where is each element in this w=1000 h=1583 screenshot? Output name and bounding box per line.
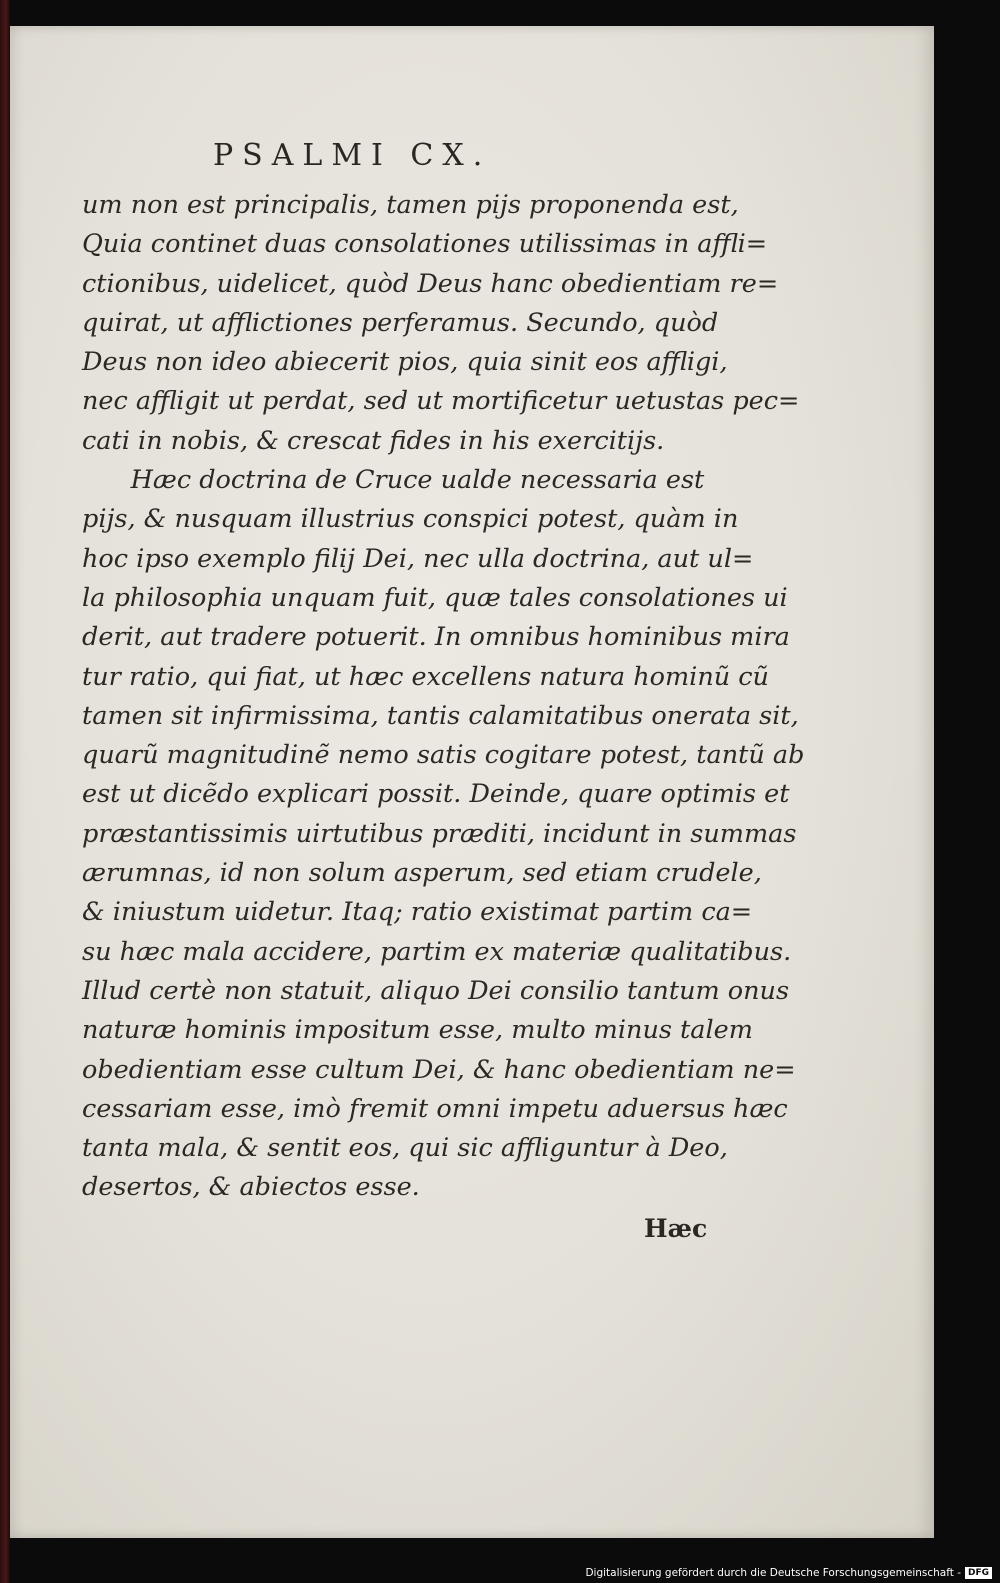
text-line: nec affligit ut perdat, sed ut mortificetur uetustas pec= [82, 386, 800, 417]
page-body-text [82, 186, 805, 1208]
text-line: um non est principalis, tamen pijs proponenda est, [82, 190, 739, 220]
text-line: su hæc mala accidere, partim ex materiæ qualitatibus. [82, 936, 792, 967]
text-line: est ut dicẽdo explicari possit. Deinde, quare optimis et [82, 779, 790, 810]
text-line: cati in nobis, & crescat fides in his exercitijs. [82, 425, 665, 456]
text-line: quirat, ut afflictiones perferamus. Secundo, quòd [82, 307, 719, 338]
text-line: obedientiam esse cultum Dei, & hanc obedientiam ne= [82, 1054, 796, 1085]
catchword: Hæc [644, 1214, 708, 1243]
text-line: præstantissimis uirtutibus præditi, incidunt in summas [82, 818, 797, 849]
text-line: tamen sit infirmissima, tantis calamitatibus onerata sit, [82, 700, 799, 731]
text-line: ctionibus, uidelicet, quòd Deus hanc obedientiam re= [82, 268, 779, 299]
credit-text: Digitalisierung gefördert durch die Deutsche Forschungsgemeinschaft - [585, 1567, 961, 1579]
text-line: Illud certè non statuit, aliquo Dei consilio tantum onus [82, 975, 790, 1006]
text-line: hoc ipso exemplo filij Dei, nec ulla doctrina, aut ul= [82, 543, 754, 574]
book-binding-edge [0, 0, 10, 1583]
text-line: tur ratio, qui fiat, ut hæc excellens natura hominũ cũ [82, 661, 769, 692]
text-line: Quia continet duas consolationes utilissimas in affli= [82, 229, 768, 260]
text-line: desertos, & abiectos esse. [82, 1172, 420, 1203]
text-line: derit, aut tradere potuerit. In omnibus hominibus mira [82, 622, 790, 653]
text-line: & iniustum uidetur. Itaq; ratio existimat partim ca= [82, 897, 753, 928]
text-line: naturæ hominis impositum esse, multo minus talem [82, 1015, 753, 1046]
text-line: Hæc doctrina de Cruce ualde necessaria est [82, 465, 705, 496]
text-line: Deus non ideo abiecerit pios, quia sinit eos affligi, [82, 347, 728, 378]
running-head: PSALMI CX. [213, 138, 492, 173]
text-line: cessariam esse, imò fremit omni impetu aduersus hæc [82, 1093, 788, 1124]
text-line: pijs, & nusquam illustrius conspici potest, quàm in [82, 504, 739, 535]
text-line: ærumnas, id non solum asperum, sed etiam crudele, [82, 858, 762, 889]
book-page [10, 26, 934, 1538]
digitization-credit [585, 1567, 992, 1579]
dfg-logo: DFG [965, 1567, 992, 1579]
text-line: quarũ magnitudinẽ nemo satis cogitare potest, tantũ ab [82, 740, 805, 771]
text-line: tanta mala, & sentit eos, qui sic affliguntur à Deo, [82, 1133, 728, 1164]
text-line: la philosophia unquam fuit, quæ tales consolationes ui [82, 582, 788, 613]
